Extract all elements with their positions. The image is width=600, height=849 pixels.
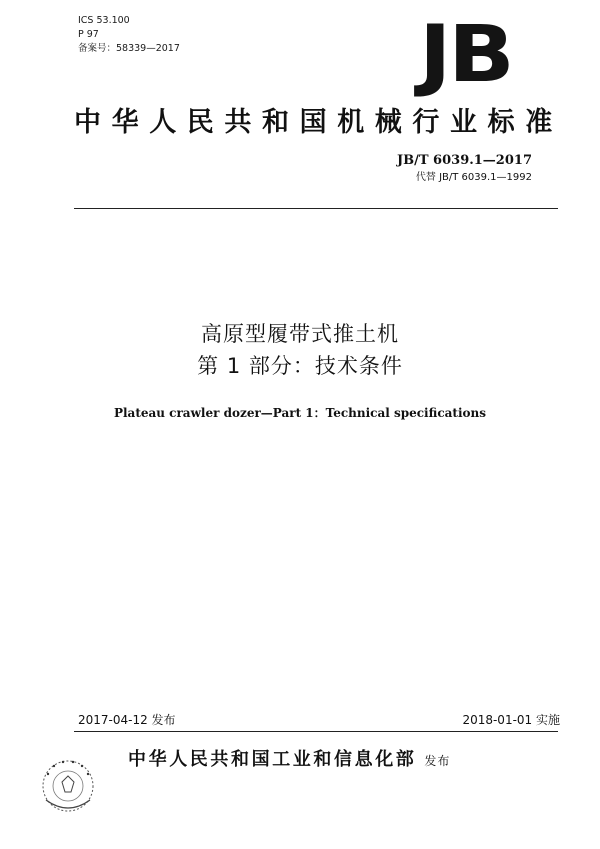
publisher-suffix: 发布 [424, 754, 451, 768]
top-divider [74, 208, 558, 209]
issue-date: 2017-04-12 发布 [78, 713, 176, 727]
title-line-1: 高原型履带式推土机 [201, 322, 399, 346]
publisher-block [128, 745, 450, 771]
ics-code: ICS 53.100 [78, 15, 130, 26]
implementation-date: 2018-01-01 实施 [462, 713, 560, 727]
ccs-code: P 97 [78, 29, 99, 40]
ministry-seal-icon [36, 754, 100, 818]
document-title [0, 318, 600, 382]
english-title: Plateau crawler dozer—Part 1：Technical specifications [113, 406, 487, 420]
bottom-divider [74, 731, 558, 732]
standard-code-block [397, 152, 532, 185]
classification-block [78, 14, 180, 56]
jb-logo: JB [419, 10, 512, 100]
standard-code: JB/T 6039.1—2017 [396, 153, 532, 168]
publisher-name: 中华人民共和国工业和信息化部 [128, 749, 417, 770]
standard-category-title: 中华人民共和国机械行业标准 [74, 107, 563, 138]
replaces-note: 代替 JB/T 6039.1—1992 [415, 172, 532, 183]
record-number: 备案号：58339—2017 [78, 43, 180, 54]
title-line-2: 第 1 部分：技术条件 [197, 354, 403, 378]
